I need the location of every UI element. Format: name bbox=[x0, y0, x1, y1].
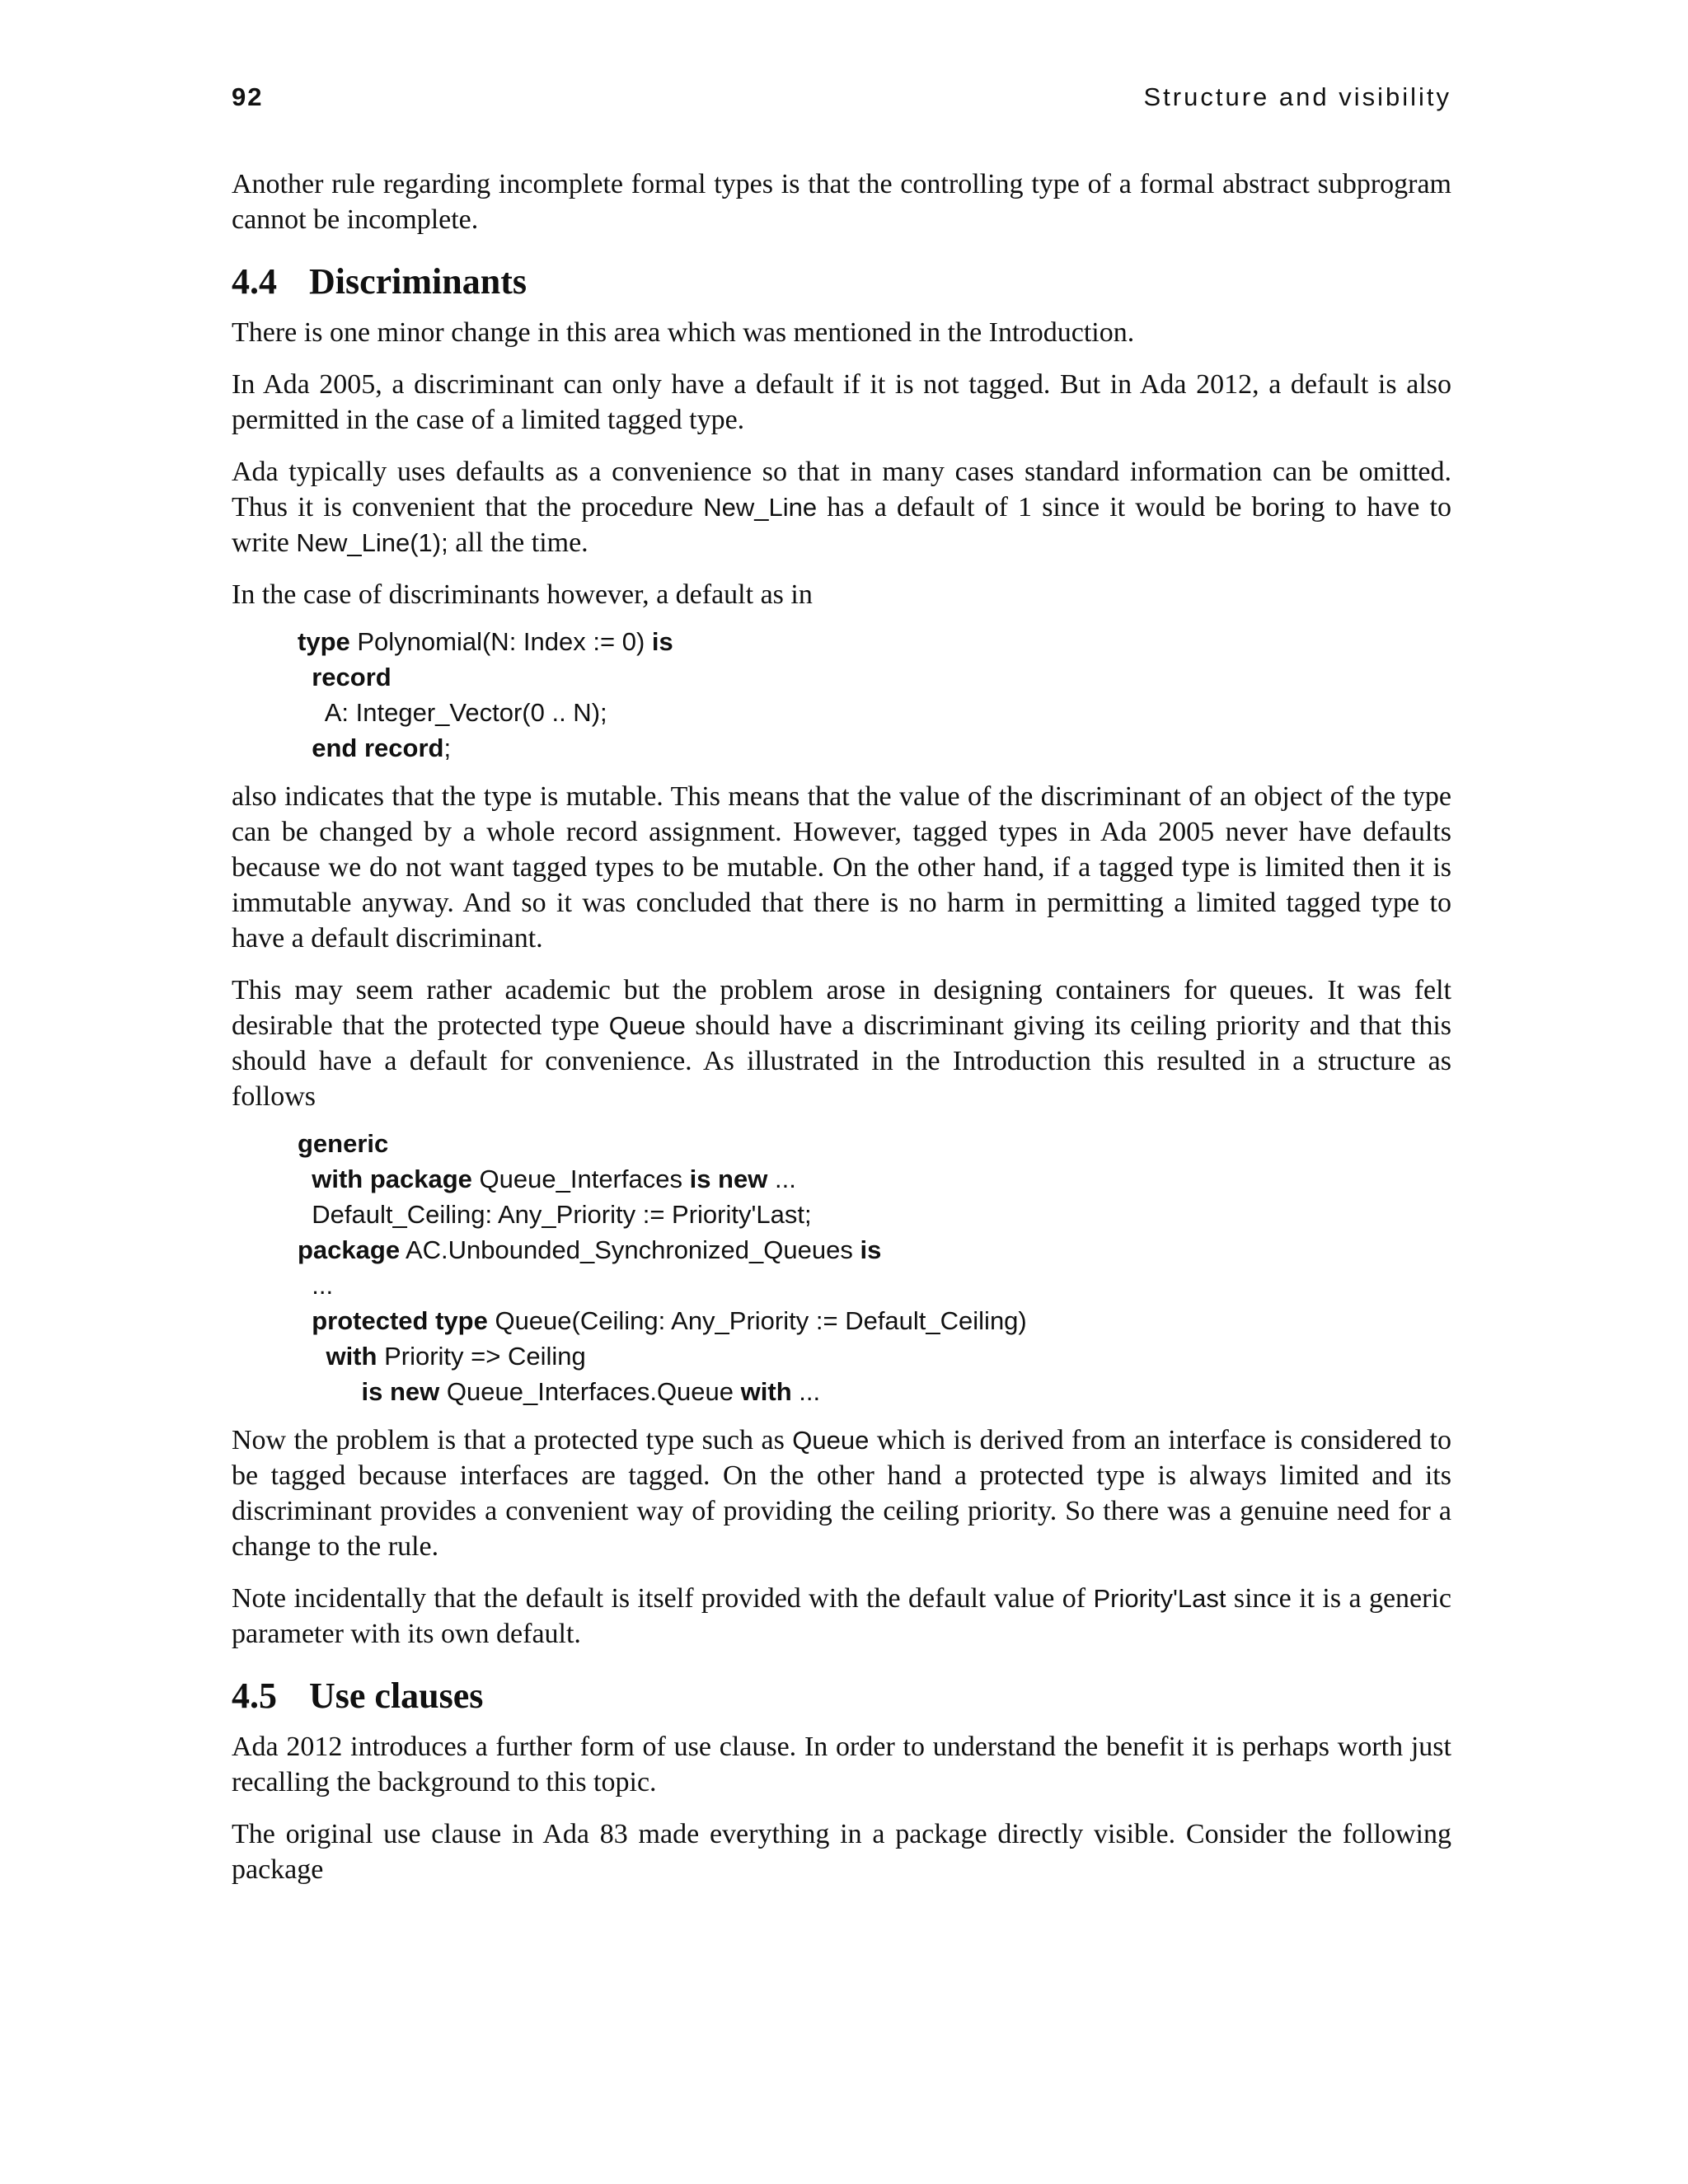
code-keyword: is new bbox=[689, 1165, 768, 1193]
code-keyword: end record bbox=[312, 733, 444, 762]
code-line bbox=[298, 1303, 1451, 1338]
code-keyword: with package bbox=[312, 1165, 472, 1193]
code-text: ... bbox=[312, 1271, 334, 1300]
code-line bbox=[298, 1338, 1451, 1374]
text-run: has a default of 1 since it would be boring to have to write bbox=[232, 492, 1451, 558]
paragraph-discriminants-default: In the case of discriminants however, a default as in bbox=[232, 579, 813, 610]
code-line bbox=[298, 1197, 1451, 1232]
page-number: 92 bbox=[232, 82, 264, 111]
code-keyword: type bbox=[298, 627, 350, 656]
code-text: Queue_Interfaces.Queue bbox=[439, 1377, 741, 1406]
text-run: which is derived from an interface is considered to be tagged because interfaces are tagged. On the other hand a protected type is always limited and its discriminant provides a convenient way of providing the ceiling priority. So there was a genuine need for a change to the rule. bbox=[232, 1425, 1451, 1562]
code-text: ... bbox=[791, 1377, 821, 1406]
text-run: Ada typically uses defaults as a convenience so that in many cases standard information can be omitted. Thus it is convenient that the procedure bbox=[232, 457, 1451, 523]
inline-code: Queue bbox=[608, 1011, 686, 1040]
code-block-polynomial bbox=[298, 624, 1451, 766]
document-page bbox=[232, 74, 1451, 1904]
text-run: Note incidentally that the default is itself provided with the default value of bbox=[232, 1583, 1094, 1614]
text-run: all the time. bbox=[448, 527, 588, 558]
code-text: Polynomial(N: Index := 0) bbox=[349, 627, 652, 656]
code-text: Queue_Interfaces bbox=[471, 1165, 690, 1193]
page-header bbox=[232, 74, 1451, 124]
code-block-generic-queue bbox=[298, 1126, 1451, 1409]
code-keyword: with bbox=[326, 1342, 377, 1371]
code-keyword: protected type bbox=[312, 1306, 488, 1335]
inline-code: Queue bbox=[792, 1426, 870, 1455]
code-keyword: is bbox=[651, 627, 673, 656]
section-title: Use clauses bbox=[309, 1675, 484, 1716]
section-heading-use-clauses bbox=[232, 1675, 1451, 1718]
code-text: Queue(Ceiling: Any_Priority := Default_Ceiling) bbox=[487, 1306, 1027, 1335]
code-text: ; bbox=[443, 733, 452, 762]
paragraph-default-priority bbox=[232, 1581, 1451, 1652]
code-keyword: is bbox=[860, 1235, 882, 1264]
code-keyword: record bbox=[312, 663, 392, 691]
inline-code: Priority'Last bbox=[1093, 1584, 1226, 1613]
code-text: A: Integer_Vector(0 .. N); bbox=[324, 698, 607, 727]
code-text: Default_Ceiling: Any_Priority := Priority'Last; bbox=[312, 1200, 812, 1229]
paragraph-protected-type-tagged bbox=[232, 1422, 1451, 1564]
code-keyword: package bbox=[298, 1235, 401, 1264]
paragraph-incomplete-formal-types: Another rule regarding incomplete formal types is that the controlling type of a formal abstract subprogram cannot be incomplete. bbox=[232, 169, 1451, 235]
text-run: This may seem rather academic but the problem arose in designing containers for queues. It was felt desirable that the protected type bbox=[232, 975, 1451, 1041]
running-head: Structure and visibility bbox=[1143, 82, 1451, 111]
section-title: Discriminants bbox=[309, 261, 527, 302]
code-text: Priority => Ceiling bbox=[377, 1342, 586, 1371]
text-run: since it is a generic parameter with its own default. bbox=[232, 1583, 1452, 1649]
code-text: AC.Unbounded_Synchronized_Queues bbox=[400, 1235, 860, 1264]
inline-code: New_Line(1); bbox=[296, 528, 448, 557]
text-run: Now the problem is that a protected type such as bbox=[232, 1425, 793, 1455]
paragraph-minor-change: There is one minor change in this area which was mentioned in the Introduction. bbox=[232, 317, 1135, 348]
body-text bbox=[232, 166, 1451, 1887]
code-line bbox=[298, 624, 1451, 659]
code-line bbox=[298, 730, 1451, 766]
paragraph-use-clause-intro: Ada 2012 introduces a further form of use clause. In order to understand the benefit it is perhaps worth just recalling the background to this topic. bbox=[232, 1732, 1451, 1797]
code-keyword: generic bbox=[298, 1129, 389, 1158]
code-line bbox=[298, 1232, 1451, 1268]
code-text: ... bbox=[767, 1165, 796, 1193]
section-number: 4.4 bbox=[232, 261, 277, 302]
paragraph-ada-83-use-clause: The original use clause in Ada 83 made everything in a package directly visible. Consider the following package bbox=[232, 1819, 1451, 1885]
code-line bbox=[298, 1268, 1451, 1303]
paragraph-mutable-type: also indicates that the type is mutable. This means that the value of the discriminant of an object of the type can be changed by a whole record assignment. However, tagged types in Ada 2005 never have defaults because we do not want tagged types to be mutable. On the other hand, if a tagged type is limited then it is immutable anyway. And so it was concluded that there is no harm in permitting a limited tagged type to have a default discriminant. bbox=[232, 781, 1451, 954]
code-line bbox=[298, 1161, 1451, 1197]
code-keyword: is new bbox=[361, 1377, 440, 1406]
code-line bbox=[298, 1374, 1451, 1409]
paragraph-queues bbox=[232, 972, 1451, 1114]
text-run: should have a discriminant giving its ceiling priority and that this should have a default for convenience. As illustrated in the Introduction this resulted in a structure as follows bbox=[232, 1010, 1452, 1112]
code-keyword: with bbox=[740, 1377, 792, 1406]
paragraph-ada-2005-discriminant: In Ada 2005, a discriminant can only have a default if it is not tagged. But in Ada 2012, a default is also permitted in the case of a limited tagged type. bbox=[232, 369, 1451, 435]
code-line bbox=[298, 695, 1451, 730]
inline-code: New_Line bbox=[703, 493, 818, 522]
section-heading-discriminants bbox=[232, 260, 1451, 303]
paragraph-defaults-convenience bbox=[232, 454, 1451, 560]
code-line bbox=[298, 659, 1451, 695]
section-number: 4.5 bbox=[232, 1675, 277, 1716]
code-line bbox=[298, 1126, 1451, 1161]
